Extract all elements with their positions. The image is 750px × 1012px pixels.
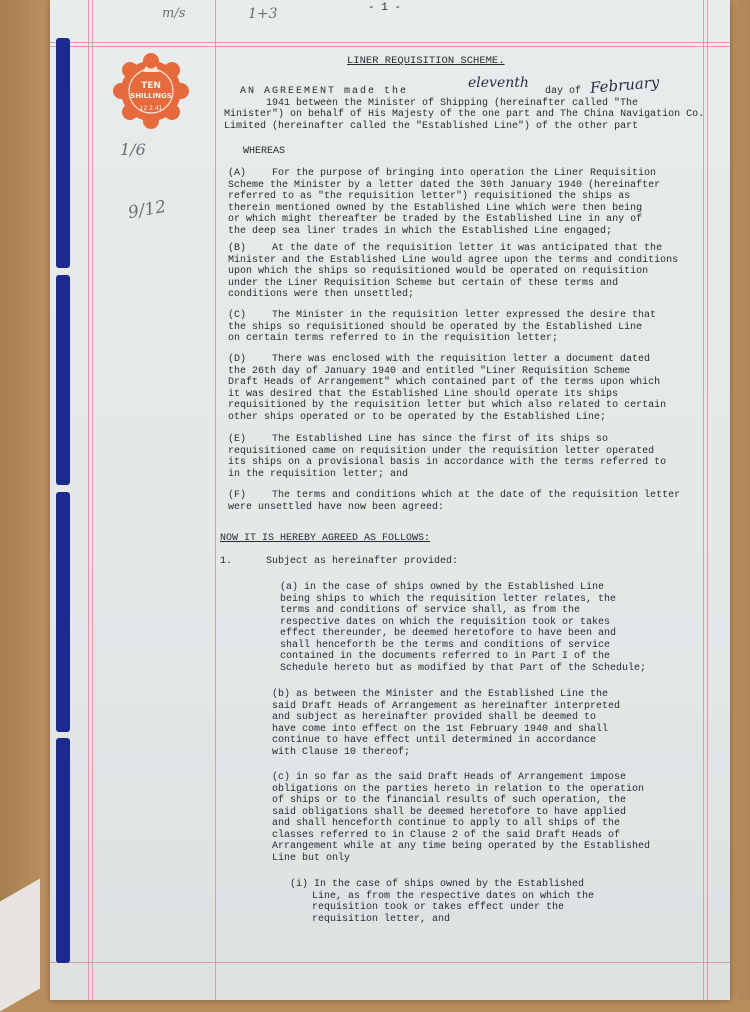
left-margin-rule (88, 0, 89, 1000)
subclause-line: (c) in so far as the said Draft Heads of Arrangement impose (272, 772, 627, 783)
preamble-line: AN AGREEMENT made the (240, 86, 409, 97)
handwritten-note: m/s (162, 6, 186, 21)
subclause-line: said Draft Heads of Arrangement as hereinafter interpreted (272, 701, 621, 712)
top-rule (50, 42, 730, 43)
subclause-line: (i) In the case of ships owned by the Established (290, 879, 585, 890)
handwritten-date-day: eleventh (468, 75, 529, 91)
recital-line: under the Liner Requisition Scheme but certain of these terms and (228, 278, 619, 289)
subclause-line: contained in the documents referred to in Part I of the (280, 651, 611, 662)
recital-line: on certain terms referred to in the requisition letter; (228, 333, 559, 344)
subclause-line: classes referred to in Clause 2 of the said Draft Heads of (272, 830, 621, 841)
subclause-line: respective dates on which the requisition took or takes (280, 617, 611, 628)
recital-line: or which might thereafter be traded by the Established Line in any of (228, 214, 643, 225)
handwritten-note: 1/6 (120, 140, 146, 159)
recital-line: it was desired that the Established Line should operate its ships (228, 389, 619, 400)
top-rule-2 (50, 46, 730, 47)
right-margin-rule (703, 0, 704, 1000)
recital-line: other ships operated or to be operated by the Established Line; (228, 412, 607, 423)
subclause-line: and shall henceforth continue to apply to all ships of the (272, 818, 621, 829)
subclause-line: obligations on the parties hereto in relation to the operation (272, 784, 645, 795)
subclause-line: terms and conditions of service shall, as from the (280, 605, 581, 616)
recital-line: At the date of the requisition letter it was anticipated that the (272, 243, 663, 254)
recital-line: the deep sea liner trades in which the Established Line engaged; (228, 226, 613, 237)
stamp-date-text: 12 2 41 (139, 105, 163, 112)
preamble-line: Limited (hereinafter called the "Established Line") of the other part (224, 121, 639, 132)
preamble-line: Minister") on behalf of His Majesty of the one part and The China Navigation Co. (224, 109, 705, 120)
recital-line: upon which the ships so requisitioned would be operated on requisition (228, 266, 649, 277)
handwritten-note: 1+3 (248, 6, 278, 22)
revenue-stamp-seal (112, 52, 190, 130)
subclause-line: continue to have effect until determined in accordance (272, 735, 597, 746)
recital-line: Scheme the Minister by a letter dated the 30th January 1940 (hereinafter (228, 180, 661, 191)
stamp-value-text: TEN (141, 81, 161, 91)
subclause-line: requisition letter, and (312, 914, 451, 925)
subclause-line: of ships or to the financial results of such operation, the (272, 795, 627, 806)
recital-line: the ships so requisitioned should be operated by the Established Line (228, 322, 643, 333)
paper-scrap (0, 878, 40, 1011)
bottom-rule (50, 962, 730, 963)
subclause-line: and subject as hereinafter provided shall be deemed to (272, 712, 597, 723)
recital-line: Draft Heads of Arrangement" which contained part of the terms upon which (228, 377, 661, 388)
preamble-line: 1941 between the Minister of Shipping (hereinafter called "The (266, 98, 639, 109)
recital-label: (C) (228, 310, 247, 321)
subclause-line: requisition took or takes effect under the (312, 902, 565, 913)
document-title: LINER REQUISITION SCHEME. (347, 55, 505, 67)
subclause-line: Line, as from the respective dates on which the (312, 891, 595, 902)
recital-line: For the purpose of bringing into operation the Liner Requisition (272, 168, 657, 179)
recital-label: (F) (228, 490, 247, 501)
recital-line: were unsettled have now been agreed: (228, 502, 445, 513)
recital-line: There was enclosed with the requisition letter a document dated (272, 354, 651, 365)
whereas-heading: WHEREAS (243, 146, 286, 157)
subclause-line: (b) as between the Minister and the Established Line the (272, 689, 609, 700)
subclause-line: have come into effect on the 1st February 1940 and shall (272, 724, 609, 735)
subclause-line: Schedule hereto but as modified by that Part of the Schedule; (280, 663, 647, 674)
binding-ribbon (56, 738, 70, 963)
subclause-line: effect thereunder, be deemed heretofore to have been and (280, 628, 617, 639)
subclause-line: being ships to which the requisition letter relates, the (280, 594, 617, 605)
agreed-heading: NOW IT IS HEREBY AGREED AS FOLLOWS: (220, 533, 431, 544)
subclause-line: (a) in the case of ships owned by the Established Line (280, 582, 605, 593)
recital-line: The Minister in the requisition letter expressed the desire that (272, 310, 657, 321)
clause-intro: Subject as hereinafter provided: (266, 556, 459, 567)
subclause-line: said obligations shall be deemed heretofore to have applied (272, 807, 627, 818)
recital-label: (A) (228, 168, 247, 179)
recital-line: its ships on a provisional basis in accordance with the terms referred to (228, 457, 667, 468)
page-number: - 1 - (368, 2, 402, 14)
clause-number: 1. (220, 556, 233, 567)
subclause-line: with Clause 10 thereof; (272, 747, 411, 758)
recital-line: Minister and the Established Line would agree upon the terms and conditions (228, 255, 679, 266)
left-margin-rule-2 (92, 0, 93, 1000)
binding-ribbon (56, 492, 70, 732)
recital-line: referred to as "the requisition letter") requisitioned the ships as (228, 191, 631, 202)
binding-ribbon (56, 38, 70, 268)
recital-line: requisitioned by the requisition letter but which also related to certain (228, 400, 667, 411)
handwritten-note: 9/12 (126, 196, 168, 224)
stamp-unit-text: SHILLINGS (130, 92, 172, 100)
recital-label: (D) (228, 354, 247, 365)
recital-label: (B) (228, 243, 247, 254)
subclause-line: shall henceforth be the terms and conditions of service (280, 640, 611, 651)
binding-ribbon (56, 275, 70, 485)
document-sheet (50, 0, 730, 1000)
recital-line: therein mentioned owned by the Established Line which were then being (228, 203, 643, 214)
recital-label: (E) (228, 434, 247, 445)
right-margin-rule-2 (707, 0, 708, 1000)
handwritten-date-month: February (589, 73, 661, 97)
recital-line: conditions were then unsettled; (228, 289, 415, 300)
recital-line: requisitioned came on requisition under the requisition letter operated (228, 446, 655, 457)
inner-margin-rule (215, 0, 216, 1000)
preamble-line: day of (545, 86, 582, 97)
recital-line: in the requisition letter; and (228, 469, 409, 480)
recital-line: The terms and conditions which at the date of the requisition letter (272, 490, 681, 501)
recital-line: the 26th day of January 1940 and entitled "Liner Requisition Scheme (228, 366, 631, 377)
subclause-line: Arrangement while at any time being operated by the Established (272, 841, 651, 852)
recital-line: The Established Line has since the first of its ships so (272, 434, 609, 445)
subclause-line: Line but only (272, 853, 351, 864)
